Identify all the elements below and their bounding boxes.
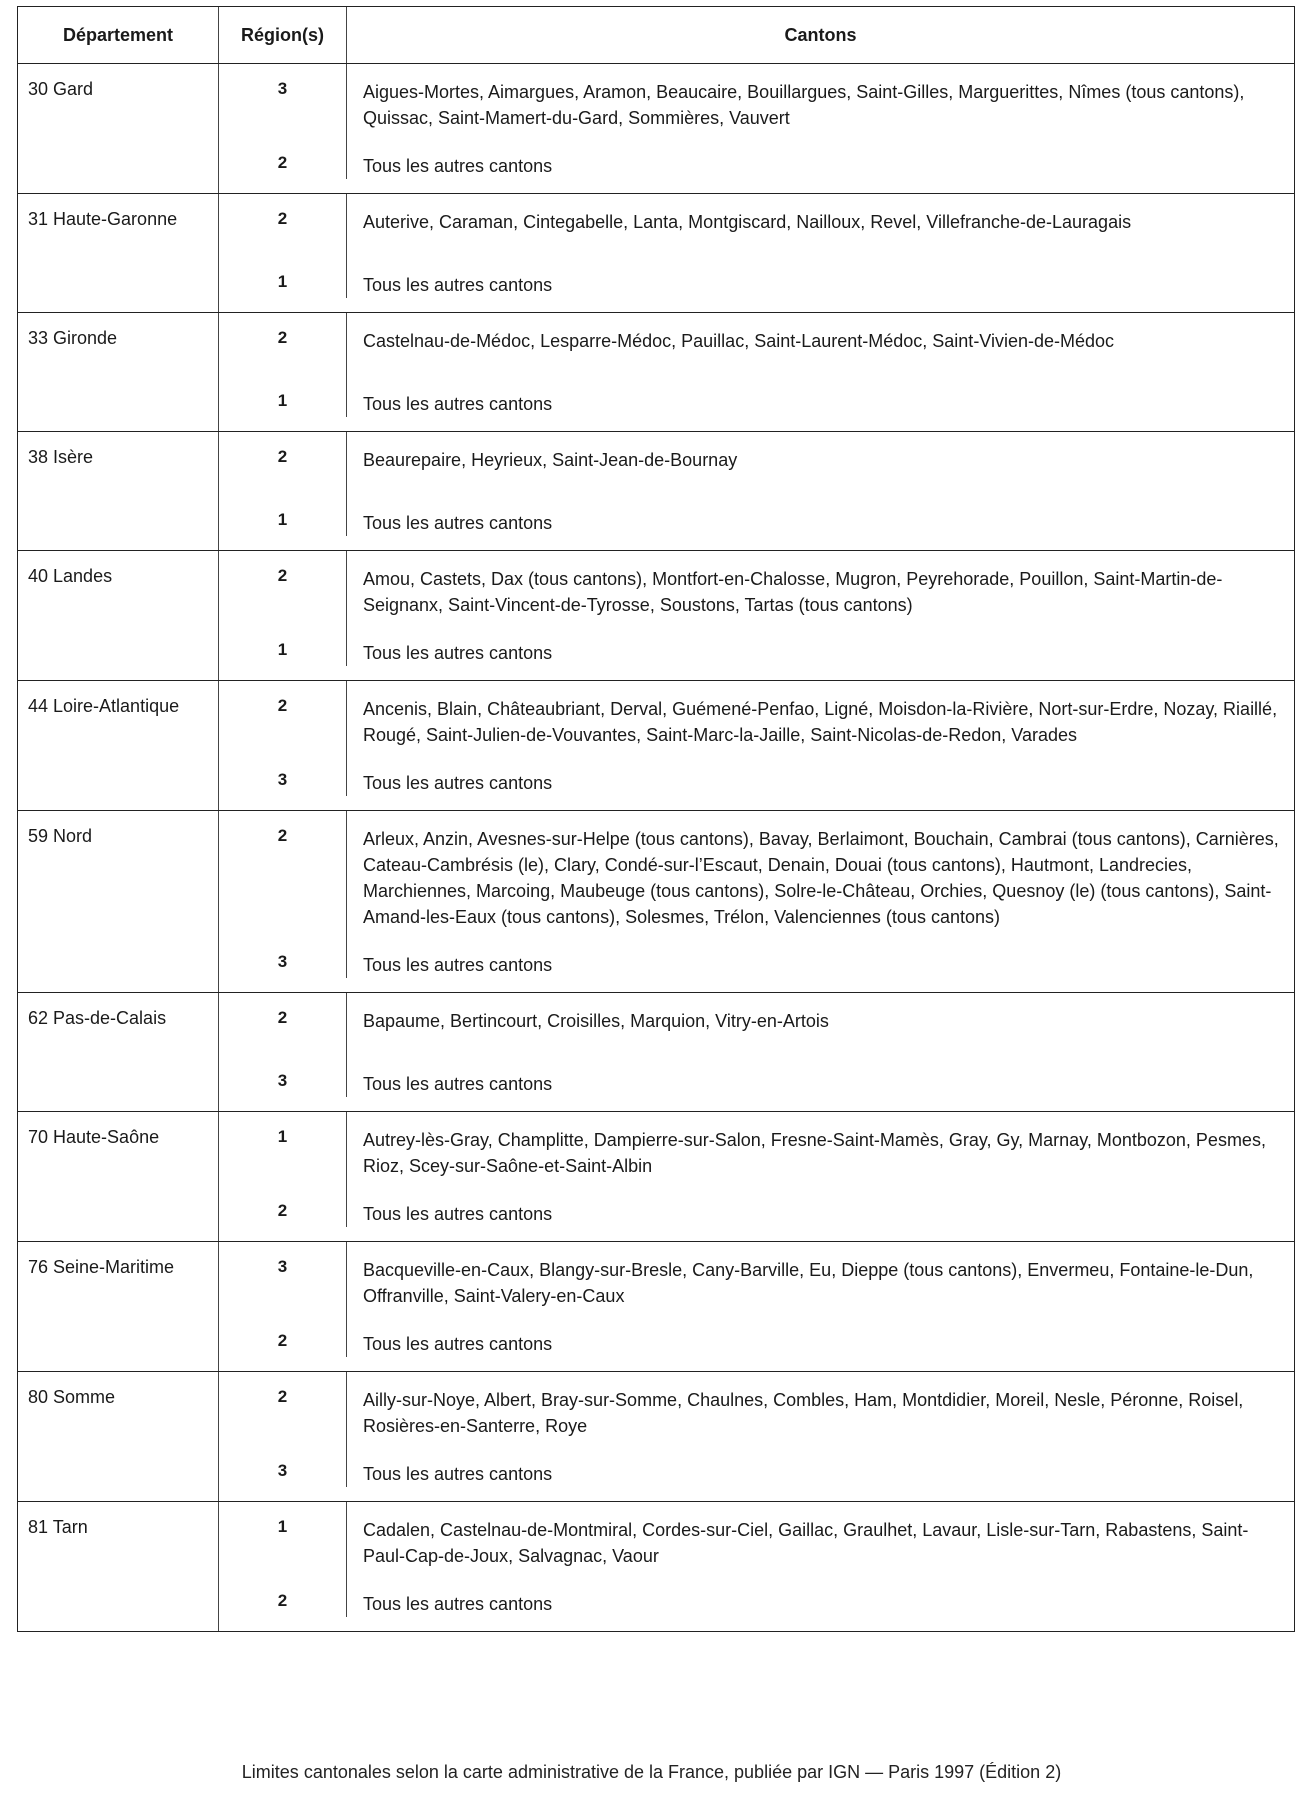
region-entry: [219, 64, 1294, 131]
table-row: [18, 193, 1294, 312]
table-row: [18, 431, 1294, 550]
table-row: [18, 680, 1294, 810]
region-cell: 2: [219, 681, 347, 748]
cantons-cell: Tous les autres cantons: [363, 275, 553, 295]
cantons-cell: Tous les autres cantons: [363, 1464, 553, 1484]
departement-cell: 40 Landes: [18, 551, 219, 680]
region-entry: [219, 1049, 1294, 1111]
cantons-cell: Tous les autres cantons: [363, 955, 553, 975]
region-cell: 1: [219, 1112, 347, 1179]
cantons-cell: Bacqueville-en-Caux, Blangy-sur-Bresle, Cany-Barville, Eu, Dieppe (tous cantons), Envermeu, Fontaine-le-Dun, Offranville, Saint-Valery-en-Caux: [363, 1260, 1254, 1306]
cantons-cell: Autrey-lès-Gray, Champlitte, Dampierre-sur-Salon, Fresne-Saint-Mamès, Gray, Gy, Marnay, Montbozon, Pesmes, Rioz, Scey-sur-Saône-et-Saint-Albin: [363, 1130, 1266, 1176]
cantons-cell: Auterive, Caraman, Cintegabelle, Lanta, Montgiscard, Nailloux, Revel, Villefranche-de-Lauragais: [363, 212, 1132, 232]
cantons-cell: Tous les autres cantons: [363, 773, 553, 793]
region-cell: 2: [219, 131, 347, 179]
region-entries: [219, 1112, 1294, 1241]
region-entry: [219, 1179, 1294, 1241]
table-row: [18, 1241, 1294, 1371]
region-entry: [219, 313, 1294, 369]
table-row: [18, 1111, 1294, 1241]
region-cell: 2: [219, 1179, 347, 1227]
region-cell: 2: [219, 1372, 347, 1439]
region-entry: [219, 488, 1294, 550]
cantons-cell: Tous les autres cantons: [363, 156, 553, 176]
region-entry: [219, 1112, 1294, 1179]
region-entries: [219, 1242, 1294, 1371]
departement-cell: 38 Isère: [18, 432, 219, 550]
region-cell: 2: [219, 551, 347, 618]
table-header: [18, 7, 1294, 63]
region-cell: 2: [219, 1309, 347, 1357]
departement-cell: 81 Tarn: [18, 1502, 219, 1631]
region-cell: 3: [219, 1439, 347, 1487]
region-cell: 1: [219, 618, 347, 666]
departement-cell: 30 Gard: [18, 64, 219, 193]
departement-cell: 70 Haute-Saône: [18, 1112, 219, 1241]
departement-cell: 44 Loire-Atlantique: [18, 681, 219, 810]
region-entries: [219, 194, 1294, 312]
table-body: [18, 63, 1294, 1631]
region-entry: [219, 1502, 1294, 1569]
region-cell: 2: [219, 432, 347, 488]
table-row: [18, 992, 1294, 1111]
region-entry: [219, 681, 1294, 748]
region-entry: [219, 993, 1294, 1049]
region-cell: 3: [219, 748, 347, 796]
region-entry: [219, 1372, 1294, 1439]
cantons-cell: Tous les autres cantons: [363, 1334, 553, 1354]
cantons-cell: Amou, Castets, Dax (tous cantons), Montfort-en-Chalosse, Mugron, Peyrehorade, Pouillon, Saint-Martin-de-Seignanx, Saint-Vincent-de-Tyrosse, Soustons, Tartas (tous cantons): [363, 569, 1223, 615]
region-entry: [219, 1242, 1294, 1309]
cantons-cell: Tous les autres cantons: [363, 513, 553, 533]
region-entries: [219, 811, 1294, 992]
table-row: [18, 312, 1294, 431]
header-departement: Département: [18, 7, 219, 63]
footer-note: Limites cantonales selon la carte administrative de la France, publiée par IGN — Paris 1997 (Édition 2): [241, 1762, 1062, 1782]
region-entry: [219, 551, 1294, 618]
table-row: [18, 810, 1294, 992]
region-cell: 1: [219, 369, 347, 417]
region-entry: [219, 250, 1294, 312]
region-cell: 3: [219, 1049, 347, 1097]
cantons-cell: Tous les autres cantons: [363, 1204, 553, 1224]
cantons-cell: Beaurepaire, Heyrieux, Saint-Jean-de-Bournay: [363, 450, 738, 470]
cantons-cell: Aigues-Mortes, Aimargues, Aramon, Beaucaire, Bouillargues, Saint-Gilles, Marguerittes, Nîmes (tous cantons), Quissac, Saint-Mamert-du-Gard, Sommières, Vauvert: [363, 82, 1245, 128]
region-entry: [219, 131, 1294, 193]
region-cell: 3: [219, 930, 347, 978]
region-entry: [219, 194, 1294, 250]
cantons-cell: Ailly-sur-Noye, Albert, Bray-sur-Somme, Chaulnes, Combles, Ham, Montdidier, Moreil, Nesle, Péronne, Roisel, Rosières-en-Santerre, Roye: [363, 1390, 1244, 1436]
region-entry: [219, 618, 1294, 680]
region-entry: [219, 930, 1294, 992]
region-cell: 2: [219, 993, 347, 1049]
region-cell: 1: [219, 250, 347, 298]
region-entries: [219, 1502, 1294, 1631]
table-row: [18, 550, 1294, 680]
region-cell: 3: [219, 1242, 347, 1309]
header-cantons: Cantons: [784, 24, 857, 45]
region-cell: 2: [219, 194, 347, 250]
region-entries: [219, 1372, 1294, 1501]
departement-cell: 62 Pas-de-Calais: [18, 993, 219, 1111]
table-row: [18, 1501, 1294, 1631]
region-entries: [219, 313, 1294, 431]
cantons-cell: Ancenis, Blain, Châteaubriant, Derval, Guémené-Penfao, Ligné, Moisdon-la-Rivière, Nort-sur-Erdre, Nozay, Riaillé, Rougé, Saint-Julien-de-Vouvantes, Saint-Marc-la-Jaille, Saint-Nicolas-de-Redon, Varades: [363, 699, 1278, 745]
departement-cell: 33 Gironde: [18, 313, 219, 431]
cantons-table: [17, 6, 1295, 1632]
region-entry: [219, 1309, 1294, 1371]
cantons-cell: Tous les autres cantons: [363, 643, 553, 663]
region-entries: [219, 64, 1294, 193]
region-entry: [219, 432, 1294, 488]
region-entries: [219, 681, 1294, 810]
departement-cell: 59 Nord: [18, 811, 219, 992]
cantons-cell: Cadalen, Castelnau-de-Montmiral, Cordes-sur-Ciel, Gaillac, Graulhet, Lavaur, Lisle-sur-Tarn, Rabastens, Saint-Paul-Cap-de-Joux, Salvagnac, Vaour: [363, 1520, 1249, 1566]
region-entries: [219, 432, 1294, 550]
region-entry: [219, 369, 1294, 431]
region-entry: [219, 1569, 1294, 1631]
region-cell: 2: [219, 1569, 347, 1617]
cantons-cell: Arleux, Anzin, Avesnes-sur-Helpe (tous cantons), Bavay, Berlaimont, Bouchain, Cambrai (tous cantons), Carnières, Cateau-Cambrésis (le), Clary, Condé-sur-l’Escaut, Denain, Douai (tous cantons), Hautmont, Landrecies, Marchiennes, Marcoing, Maubeuge (tous cantons), Solre-le-Château, Orchies, Quesnoy (le) (tous cantons), Saint-Amand-les-Eaux (tous cantons), Solesmes, Trélon, Valenciennes (tous cantons): [363, 829, 1279, 927]
departement-cell: 80 Somme: [18, 1372, 219, 1501]
region-entry: [219, 811, 1294, 930]
departement-cell: 31 Haute-Garonne: [18, 194, 219, 312]
cantons-cell: Castelnau-de-Médoc, Lesparre-Médoc, Pauillac, Saint-Laurent-Médoc, Saint-Vivien-de-Médoc: [363, 331, 1115, 351]
region-entry: [219, 1439, 1294, 1501]
region-cell: 1: [219, 1502, 347, 1569]
region-entry: [219, 748, 1294, 810]
table-row: [18, 1371, 1294, 1501]
cantons-cell: Tous les autres cantons: [363, 1074, 553, 1094]
cantons-cell: Tous les autres cantons: [363, 1594, 553, 1614]
table-row: [18, 63, 1294, 193]
region-entries: [219, 551, 1294, 680]
region-entries: [219, 993, 1294, 1111]
region-cell: 2: [219, 811, 347, 930]
cantons-cell: Bapaume, Bertincourt, Croisilles, Marquion, Vitry-en-Artois: [363, 1011, 829, 1031]
region-cell: 3: [219, 64, 347, 131]
departement-cell: 76 Seine-Maritime: [18, 1242, 219, 1371]
region-cell: 1: [219, 488, 347, 536]
region-cell: 2: [219, 313, 347, 369]
header-regions: Région(s): [219, 7, 347, 63]
cantons-cell: Tous les autres cantons: [363, 394, 553, 414]
